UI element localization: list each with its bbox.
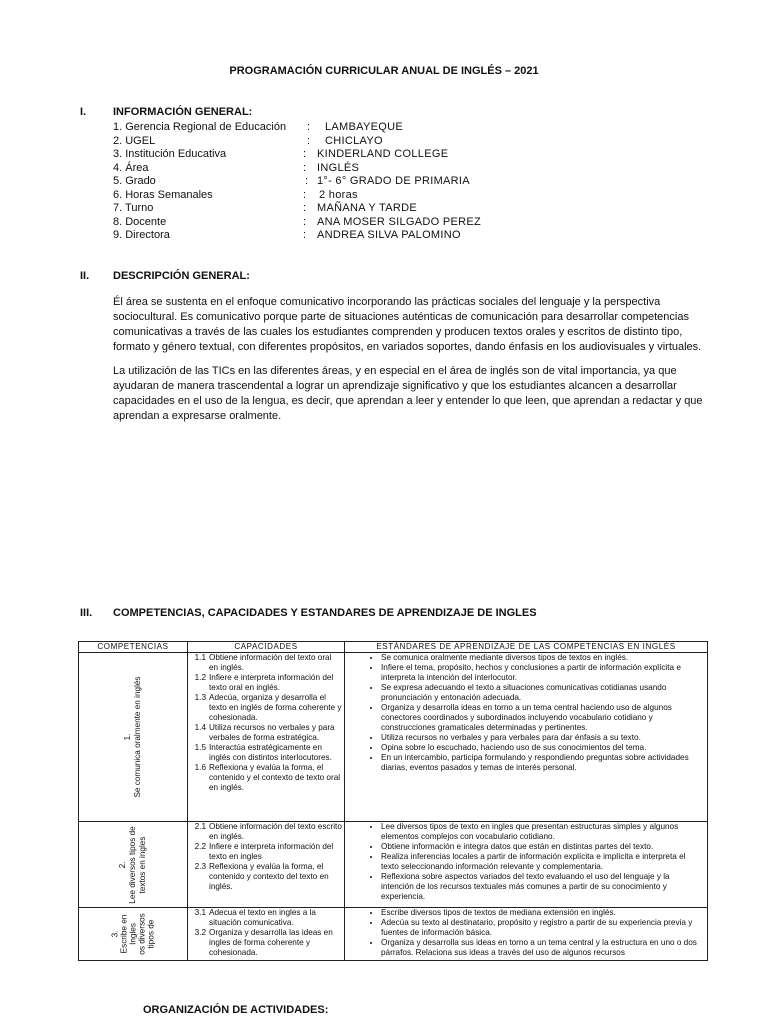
capacity-item <box>188 862 342 892</box>
capacity-text: Reflexiona y evalúa la forma, el contenido y el contexto de texto oral en inglés. <box>209 763 341 792</box>
capacity-item <box>188 842 342 862</box>
info-value: ANDREA SILVA PALOMINO <box>317 229 461 241</box>
standard-item: • Infiere el tema, propósito, hechos y conclusiones a partir de información explícita e interpreta la intención del interlocutor. <box>381 663 703 683</box>
standards-cell <box>345 908 708 961</box>
capacities-clip <box>188 908 344 960</box>
info-colon: : <box>303 188 307 201</box>
info-value: 2 horas <box>319 188 358 201</box>
standard-item: • Reflexiona sobre aspectos variados del texto evaluando el uso del lenguaje y la intención de los recursos textuales más comunes a partir de su conocimiento y experiencia. <box>381 872 703 902</box>
info-row-turno <box>113 202 481 216</box>
capacities-list <box>188 822 344 892</box>
capacity-number: 1.2 <box>194 673 206 682</box>
standards-list <box>345 822 707 902</box>
capacity-item <box>188 822 342 842</box>
info-colon: : <box>307 121 311 133</box>
capacity-text: Reflexiona y evalúa la forma, el contenido y contexto del texto en inglés. <box>209 862 329 891</box>
capacity-number: 1.4 <box>194 723 206 732</box>
info-row-gerencia <box>113 121 481 135</box>
competence-cell <box>79 908 188 961</box>
section-number-1: I. <box>80 106 87 118</box>
standard-item: • Realiza inferencias locales a partir de información explícita e implícita e interpreta el texto seleccionando información relevante y complementaria. <box>381 852 703 872</box>
capacities-cell <box>188 653 345 822</box>
standard-item: • Se expresa adecuando el texto a situaciones comunicativas cotidianas usando pronunciación y entonación adecuada. <box>381 683 703 703</box>
capacity-number: 1.3 <box>194 693 206 702</box>
info-label: 9. Directora <box>113 229 170 241</box>
standards-list <box>345 653 707 773</box>
standard-item: • En un intercambio, participa formulando y respondiendo preguntas sobre actividades diarias, eventos pasados y temas de interés personal. <box>381 753 703 773</box>
capacity-item <box>188 693 342 723</box>
capacity-text: Adecúa, organiza y desarrolla el texto en inglés de forma coherente y cohesionada. <box>209 693 342 722</box>
info-colon: : <box>303 215 307 228</box>
section-number-2: II. <box>80 270 90 282</box>
competence-cell <box>79 822 188 908</box>
competence-number: 3. <box>110 930 120 938</box>
info-label: 4. Área <box>113 161 149 174</box>
competence-number: 2. <box>118 861 127 868</box>
capacity-number: 2.2 <box>194 842 206 851</box>
standard-item: • Se comunica oralmente mediante diversos tipos de textos en inglés. <box>381 653 703 663</box>
header-estandares: ESTÁNDARES DE APRENDIZAJE DE LAS COMPETENCIAS EN INGLÉS <box>345 642 708 653</box>
standard-item: • Lee diversos tipos de texto en ingles que presentan estructuras simples y algunos elementos complejos con vocabulario cotidiano. <box>381 822 703 842</box>
header-capacidades: CAPACIDADES <box>188 642 345 653</box>
capacities-cell <box>188 908 345 961</box>
capacity-number: 1.6 <box>194 763 206 772</box>
info-value: MAÑANA Y TARDE <box>317 202 417 214</box>
standard-item: • Escribe diversos tipos de textos de mediana extensión en inglés. <box>381 908 703 918</box>
standard-item: • Utiliza recursos no verbales y para verbales para dar énfasis a su texto. <box>381 733 703 743</box>
info-label: 7. Turno <box>113 202 154 214</box>
table-row <box>79 822 708 908</box>
capacities-list <box>188 908 344 958</box>
capacity-item <box>188 673 342 693</box>
competence-label <box>118 826 148 903</box>
activities-heading: ORGANIZACIÓN DE ACTIVIDADES: <box>143 1004 329 1016</box>
description-paragraph-1: Él área se sustenta en el enfoque comunicativo incorporando las prácticas sociales del lenguaje y la perspectiva sociocultural. Es comunicativo porque parte de situaciones auténticas de comunicación para desarrollar competencias comunicativas a través de las cuales los estudiantes comprenden y producen textos orales y escritos de distinto tipo, formato y género textual, con diferentes propósitos, en variados soportes, dando énfasis en los audiovisuales y virtuales. <box>113 296 702 353</box>
info-label: 2. UGEL <box>113 134 156 147</box>
info-colon: : <box>303 161 307 174</box>
capacity-text: Adecua el texto en ingles a la situación comunicativa. <box>209 908 316 927</box>
standard-item: • Obtiene información e integra datos que están en distintas partes del texto. <box>381 842 703 852</box>
info-label: 5. Grado <box>113 175 156 187</box>
table-row <box>79 908 708 961</box>
standards-list <box>345 908 707 958</box>
competence-text: os diversos <box>137 913 147 955</box>
capacity-number: 3.1 <box>194 908 206 917</box>
info-row-horas <box>113 189 481 203</box>
info-label: 8. Docente <box>113 215 167 228</box>
competence-text: Lee diversos tipos de <box>128 825 137 904</box>
standard-item: • Adecúa su texto al destinatario, propósito y registro a partir de su experiencia previa y fuentes de información básica. <box>381 918 703 938</box>
info-label: 3. Institución Educativa <box>113 148 227 160</box>
info-value: ANA MOSER SILGADO PEREZ <box>317 215 481 228</box>
standard-item: • Opina sobre lo escuchado, haciendo uso de sus conocimientos del tema. <box>381 743 703 753</box>
competence-text: textos en ingles <box>138 836 147 893</box>
info-colon: : <box>303 229 307 241</box>
capacities-list <box>188 653 344 793</box>
competence-label <box>123 676 143 797</box>
info-label: 6. Horas Semanales <box>113 188 213 201</box>
capacity-number: 1.1 <box>194 653 206 662</box>
standards-clip <box>345 908 707 960</box>
info-row-area <box>113 162 481 176</box>
competence-text: Ingles <box>128 923 138 945</box>
standards-cell <box>345 822 708 908</box>
competence-text: tipos de <box>146 919 156 949</box>
capacity-text: Obtiene información del texto escrito en inglés. <box>209 822 342 841</box>
competencies-table <box>78 641 708 961</box>
description-paragraph-2: La utilización de las TICs en las diferentes áreas, y en especial en el área de inglés son de vital importancia, ya que ayudaran de manera trascendental a lograr un aprendizaje significativo y que los estudiantes alcancen a desarrollar capacidades en el uso de la lengua, es decir, que aprendan a leer y entender lo que leen, que aprendan a redactar y que aprendan a expresarse oralmente. <box>113 365 703 422</box>
capacity-item <box>188 653 342 673</box>
general-info-list <box>113 121 481 243</box>
info-colon: : <box>305 175 309 187</box>
info-colon: : <box>307 134 311 147</box>
section-title-competencies: COMPETENCIAS, CAPACIDADES Y ESTANDARES DE APRENDIZAJE DE INGLES <box>113 607 537 619</box>
section-title-description: DESCRIPCIÓN GENERAL: <box>113 270 250 282</box>
info-row-institucion <box>113 148 481 162</box>
competence-cell <box>79 653 188 822</box>
page-title: PROGRAMACIÓN CURRICULAR ANUAL DE INGLÉS – 2021 <box>229 65 539 77</box>
capacity-number: 2.1 <box>194 822 206 831</box>
capacity-number: 1.5 <box>194 743 206 752</box>
capacity-item <box>188 928 342 958</box>
capacity-text: Infiere e interpreta información del texto en ingles <box>209 842 334 861</box>
capacity-number: 2.3 <box>194 862 206 871</box>
info-value: LAMBAYEQUE <box>325 121 403 133</box>
capacity-text: Infiere e interpreta información del texto oral en inglés. <box>209 673 334 692</box>
competence-number: 1. <box>123 733 132 741</box>
section-title-general-info: INFORMACIÓN GENERAL: <box>113 106 253 118</box>
capacity-item <box>188 723 342 743</box>
capacity-item <box>188 763 342 793</box>
header-competencias: COMPETENCIAS <box>79 642 188 653</box>
info-row-docente <box>113 216 481 230</box>
info-value: INGLÉS <box>317 161 360 174</box>
info-value: KINDERLAND COLLEGE <box>317 148 449 160</box>
info-value: CHICLAYO <box>325 134 383 147</box>
info-row-ugel <box>113 135 481 149</box>
section-number-3: III. <box>80 607 93 619</box>
competence-label <box>111 913 156 954</box>
standards-cell <box>345 653 708 822</box>
info-label: 1. Gerencia Regional de Educación <box>113 121 287 133</box>
info-colon: : <box>303 148 307 160</box>
capacity-text: Organiza y desarrolla las ideas en ingles de forma coherente y cohesionada. <box>209 928 333 957</box>
capacity-text: Interactúa estratégicamente en inglés con distintos interlocutores. <box>209 743 332 762</box>
capacity-number: 3.2 <box>194 928 206 937</box>
info-colon: : <box>303 202 307 214</box>
info-value: 1°- 6° GRADO DE PRIMARIA <box>317 175 470 187</box>
info-row-grado <box>113 175 481 189</box>
capacities-cell <box>188 822 345 908</box>
capacity-text: Obtiene información del texto oral en inglés. <box>209 653 332 672</box>
standard-item: • Organiza y desarrolla ideas en torno a un tema central haciendo uso de algunos conectores coordinados y subordinados incluyendo vocabulario cotidiano y construcciones gramaticales determinadas y pertinentes. <box>381 703 703 733</box>
standard-item: • Organiza y desarrolla sus ideas en torno a un tema central y la estructura en uno o dos párrafos. Relaciona sus ideas a través del uso de algunos recursos <box>381 938 703 958</box>
capacity-text: Utiliza recursos no verbales y para verbales de forma estratégica. <box>209 723 335 742</box>
table-row <box>79 653 708 822</box>
competence-text: Se comunica oralmente en inglés <box>133 676 142 798</box>
capacity-item <box>188 743 342 763</box>
competence-text: Escribe en <box>119 914 129 954</box>
table-header-row <box>79 642 708 653</box>
info-row-directora <box>113 229 481 243</box>
capacity-item <box>188 908 342 928</box>
